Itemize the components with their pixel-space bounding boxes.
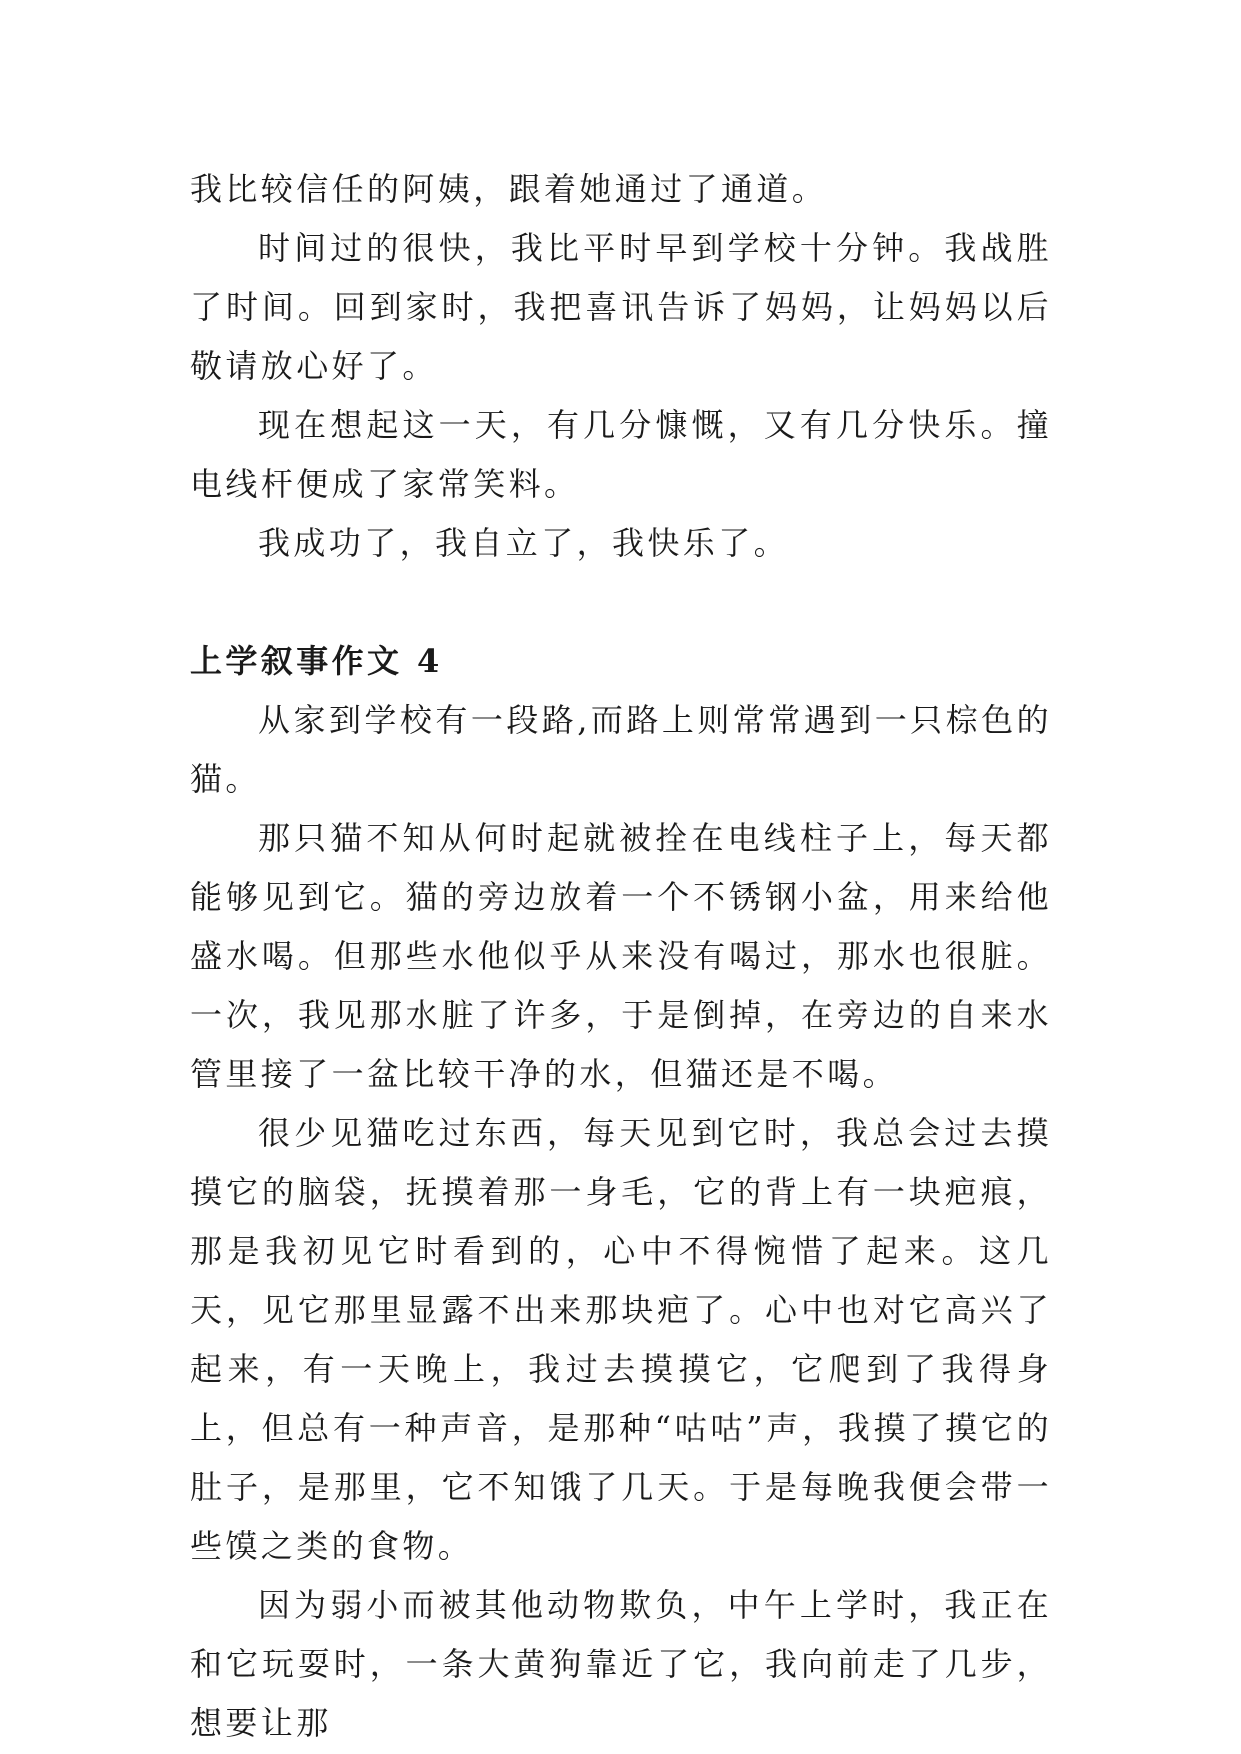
paragraph: 从家到学校有一段路,而路上则常常遇到一只棕色的猫。 [190, 701, 1052, 798]
section-title: 上学叙事作文 4 [190, 642, 443, 680]
paragraph: 很少见猫吃过东西，每天见到它时，我总会过去摸摸它的脑袋，抚摸着那一身毛，它的背上有一块疤痕，那是我初见它时看到的，心中不得惋惜了起来。这几天，见它那里显露不出来那块疤了。心中也对它高兴了起来，有一天晚上，我过去摸摸它，它爬到了我得身上，但总有一种声音，是那种“咕咕”声，我摸了摸它的肚子，是那里，它不知饿了几天。于是每晚我便会带一些馍之类的食物。 [190, 1114, 1052, 1565]
section-gap [190, 573, 1052, 632]
paragraph: 因为弱小而被其他动物欺负，中午上学时，我正在和它玩耍时，一条大黄狗靠近了它，我向前走了几步，想要让那 [190, 1586, 1052, 1742]
paragraph: 那只猫不知从何时起就被拴在电线柱子上，每天都能够见到它。猫的旁边放着一个不锈钢小盆，用来给他盛水喝。但那些水他似乎从来没有喝过，那水也很脏。一次，我见那水脏了许多，于是倒掉，在旁边的自来水管里接了一盆比较干净的水，但猫还是不喝。 [190, 819, 1052, 1093]
paragraph: 时间过的很快，我比平时早到学校十分钟。我战胜了时间。回到家时，我把喜讯告诉了妈妈，让妈妈以后敬请放心好了。 [190, 229, 1052, 385]
paragraph: 我比较信任的阿姨，跟着她通过了通道。 [190, 170, 828, 208]
paragraph: 我成功了，我自立了，我快乐了。 [258, 524, 790, 562]
paragraph: 现在想起这一天，有几分慷慨，又有几分快乐。撞电线杆便成了家常笑料。 [190, 406, 1052, 503]
document-page [190, 160, 1052, 1753]
